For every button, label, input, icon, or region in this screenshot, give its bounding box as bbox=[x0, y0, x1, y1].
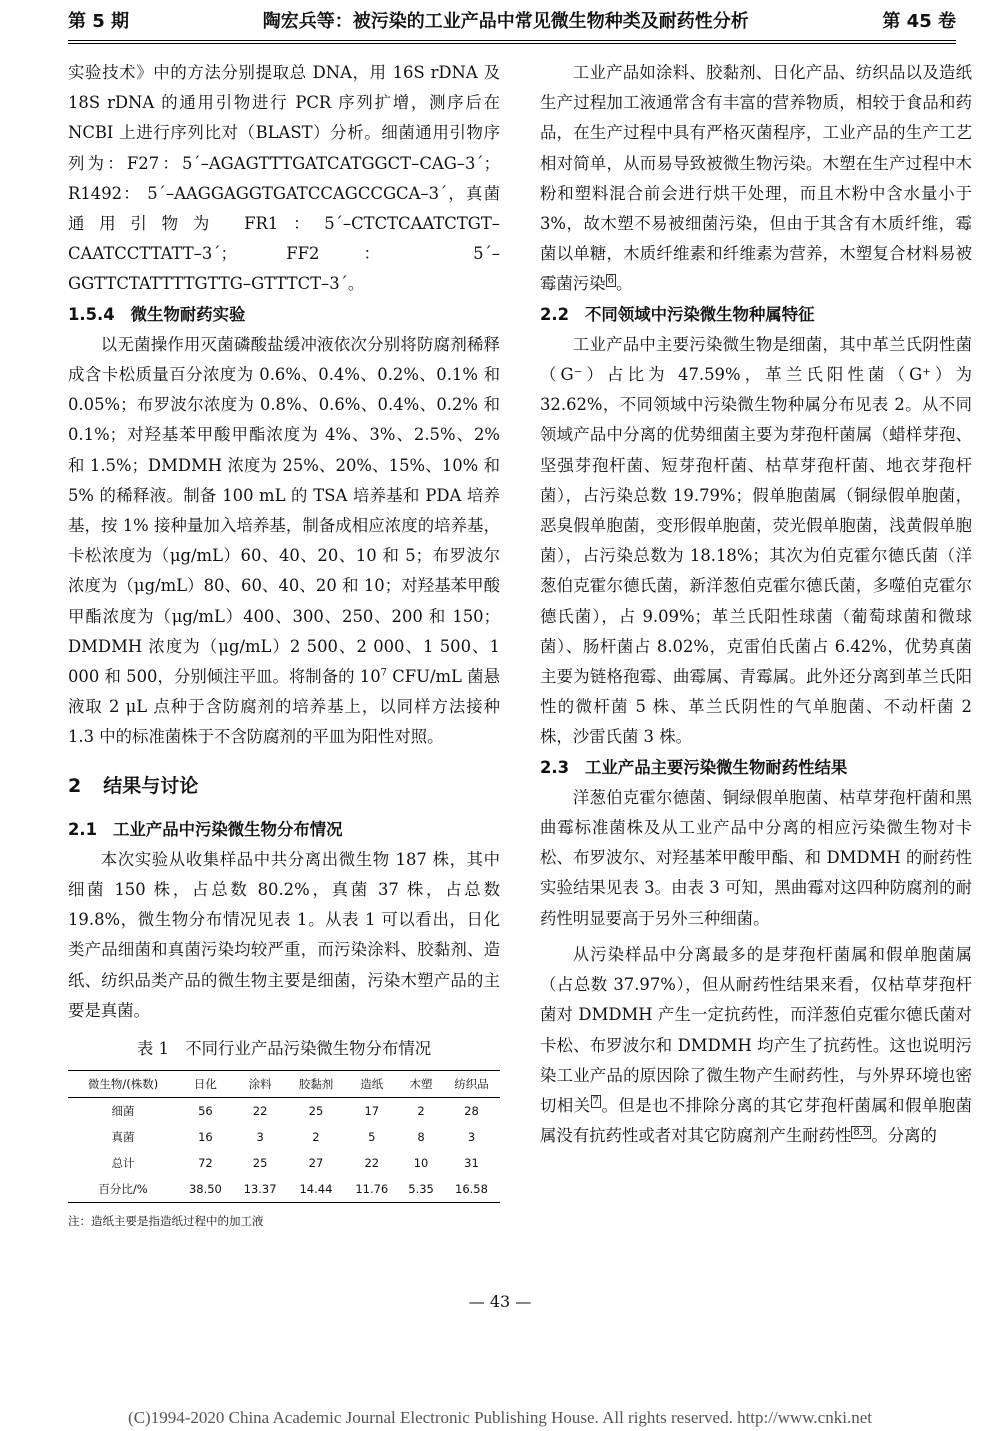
header-rule bbox=[68, 40, 956, 41]
table-cell: 22 bbox=[252, 1104, 268, 1119]
table-cell: 56 bbox=[198, 1104, 213, 1119]
running-header bbox=[68, 4, 956, 36]
section-number: 1.5.4 bbox=[68, 304, 115, 324]
citation-ref: 8,9 bbox=[853, 1126, 870, 1138]
table-cell: 17 bbox=[364, 1104, 380, 1119]
table-cell: 28 bbox=[464, 1104, 479, 1119]
table-header-row bbox=[68, 1071, 500, 1098]
text-run: 。但是也不排除分离的其它芽孢杆菌属和假单胞菌属没有抗药性或者对其它防腐剂产生耐药性 bbox=[540, 1095, 973, 1146]
table-cell: 总计 bbox=[111, 1156, 135, 1171]
section-title: 结果与讨论 bbox=[103, 774, 199, 797]
table-cell: 细菌 bbox=[111, 1104, 135, 1119]
paragraph-industrial-products bbox=[540, 58, 972, 300]
page-number: — 43 — bbox=[468, 1292, 532, 1311]
section-title: 微生物耐药实验 bbox=[130, 304, 246, 324]
section-heading-2-2 bbox=[540, 300, 972, 330]
table-caption: 表 1 不同行业产品污染微生物分布情况 bbox=[136, 1039, 432, 1059]
paragraph-distribution: 本次实验从收集样品中共分离出微生物 187 株，其中细菌 150 株，占总数 80.2%，真菌 37 株，占总数 19.8%，微生物分布情况见表 1。从表 1 可以看出，日化类产品细菌和真菌污染均较严重，而污染涂料、胶黏剂、造纸、纺织品类产品的微生物主要是细菌，污染木塑产品的主要是真菌。 bbox=[68, 849, 500, 1020]
left-column bbox=[68, 58, 500, 1231]
paragraph-resistance-method bbox=[68, 330, 500, 753]
text-run: 。分离的 bbox=[871, 1126, 937, 1146]
section-title: 工业产品中污染微生物分布情况 bbox=[113, 819, 343, 839]
column-header: 微生物/(株数) bbox=[68, 1071, 178, 1098]
issue-label: 第 5 期 bbox=[68, 11, 130, 32]
paragraph-resistance-results: 洋葱伯克霍尔德菌、铜绿假单胞菌、枯草芽孢杆菌和黑曲霉标准菌株及从工业产品中分离的相应污染微生物对卡松、布罗波尔、对羟基苯甲酸甲酯、和 DMDMH 的耐药性实验结果见表 3。由表 3 可知，黑曲霉对这四种防腐剂的耐药性明显要高于另外三种细菌。 bbox=[540, 787, 972, 928]
table-cell: 真菌 bbox=[111, 1130, 135, 1145]
table-cell: 38.50 bbox=[178, 1176, 233, 1203]
section-heading-2-3 bbox=[540, 753, 972, 783]
table-note: 注：造纸主要是指造纸过程中的加工液 bbox=[68, 1214, 264, 1229]
table-cell: 22 bbox=[364, 1156, 380, 1171]
text-run: 以无菌操作用灭菌磷酸盐缓冲液依次分别将防腐剂稀释成含卡松质量百分浓度为 0.6%、0.4%、0.2%、0.1% 和 0.05%；布罗波尔浓度为 0.8%、0.6%、0.4%、0.2% 和 0.1%；对羟基苯甲酸甲酯浓度为 4%、3%、2.5%、2% 和 1.5%；DMDMH 浓度为 25%、20%、15%、10% 和 5% 的稀释液。制备 100 mL 的 TSA 培养基和 PDA 培养基，按 1% 接种量加入培养基，制备成相应浓度的培养基，卡松浓度为（μg/mL）60、40、20、10 和 5；布罗波尔浓度为（μg/mL）80、60、40、20 和 10；对羟基苯甲酸甲酯浓度为（μg/mL）400、300、250、200 和 150；DMDMH 浓度为（μg/mL）2 500、2 000、1 500、1 000 和 500，分别倾注平皿。将制备的 10 bbox=[68, 334, 500, 687]
table-cell: 11.76 bbox=[344, 1176, 399, 1203]
header-rule-thin bbox=[68, 43, 956, 44]
section-title: 不同领域中污染微生物种属特征 bbox=[585, 304, 815, 324]
copyright-notice: (C)1994-2020 China Academic Journal Electronic Publishing House. All rights reserved. http://www.cnki.net bbox=[128, 1408, 872, 1427]
table-cell: 27 bbox=[308, 1156, 324, 1171]
column-header: 纺织品 bbox=[443, 1071, 500, 1098]
paragraph-primers: 实验技术》中的方法分别提取总 DNA，用 16S rDNA 及 18S rDNA 的通用引物进行 PCR 序列扩增，测序后在 NCBI 上进行序列比对（BLAST）分析。细菌通用引物序列为：F27：5´–AGAGTTTGATCATGGCT–CAG–3´； R1492： 5´–AAGGAGGTGATCCAGCCGCA–3´，真菌通用引物为 FR1：5´–CTCTCAATCTGT–CAATCCTTATT–3´； FF2： 5´–GGTTCTATTTTGTTG–GTTTCT–3´。 bbox=[68, 63, 500, 294]
superscript: 7 bbox=[380, 667, 388, 679]
column-header: 日化 bbox=[178, 1071, 233, 1098]
section-number: 2.3 bbox=[540, 757, 570, 777]
section-title: 工业产品主要污染微生物耐药性结果 bbox=[585, 757, 848, 777]
table-cell: 10 bbox=[413, 1156, 429, 1171]
table-cell: 16.58 bbox=[443, 1176, 500, 1203]
paragraph-discussion bbox=[540, 940, 972, 1151]
table-cell: 31 bbox=[464, 1156, 479, 1171]
table-cell: 5 bbox=[368, 1130, 376, 1145]
volume-label: 第 45 卷 bbox=[882, 11, 956, 32]
right-column bbox=[540, 58, 972, 1151]
text-run: CFU/mL 菌悬液取 2 μL 点种于含防腐剂的培养基上，以同样方法接种 1.3 中的标准菌株于不含防腐剂的平皿为阳性对照。 bbox=[68, 667, 500, 747]
section-heading-2-1 bbox=[68, 815, 500, 845]
section-heading-1-5-4 bbox=[68, 300, 500, 330]
table-row bbox=[68, 1124, 500, 1150]
distribution-table bbox=[68, 1070, 500, 1203]
section-number: 2 bbox=[68, 774, 82, 797]
table-cell: 3 bbox=[256, 1130, 264, 1145]
table-row bbox=[68, 1098, 500, 1125]
table-row bbox=[68, 1176, 500, 1203]
table-cell: 16 bbox=[198, 1130, 213, 1145]
table-cell: 2 bbox=[417, 1104, 425, 1119]
table-cell: 百分比/% bbox=[68, 1176, 178, 1203]
column-header: 木塑 bbox=[399, 1071, 443, 1098]
column-header: 造纸 bbox=[344, 1071, 399, 1098]
text-run: 从污染样品中分离最多的是芽孢杆菌属和假单胞菌属（占总数 37.97%），但从耐药性结果来看，仅枯草芽孢杆菌对 DMDMH 产生一定抗药性，而洋葱伯克霍尔德氏菌对卡松、布罗波尔和 DMDMH 均产生了抗药性。这也说明污染工业产品的原因除了微生物产生耐药性，与外界环境也密切相关 bbox=[540, 944, 972, 1115]
table-cell: 8 bbox=[417, 1130, 425, 1145]
paragraph-species: 工业产品中主要污染微生物是细菌，其中革兰氏阴性菌（G⁻）占比为 47.59%，革兰氏阳性菌（G⁺）为 32.62%，不同领域中污染微生物种属分布见表 2。从不同领域产品中分离的优势细菌主要为芽孢杆菌属（蜡样芽孢、坚强芽孢杆菌、短芽孢杆菌、枯草芽孢杆菌、地衣芽孢杆菌），占污染总数 19.79%；假单胞菌属（铜绿假单胞菌，恶臭假单胞菌，变形假单胞菌，荧光假单胞菌，浅黄假单胞菌），占污染总数为 18.18%；其次为伯克霍尔德氏菌（洋葱伯克霍尔德氏菌，新洋葱伯克霍尔德氏菌，多噬伯克霍尔德氏菌），占 9.09%；革兰氏阳性球菌（葡萄球菌和微球菌）、肠杆菌占 8.02%，克雷伯氏菌占 6.42%，优势真菌主要为链格孢霉、曲霉属、青霉属。此外还分离到革兰氏阳性的微杆菌 5 株、革兰氏阴性的气单胞菌、不动杆菌 2 株，沙雷氏菌 3 株。 bbox=[540, 334, 972, 747]
running-title: 陶宏兵等：被污染的工业产品中常见微生物种类及耐药性分析 bbox=[262, 11, 749, 32]
citation-ref: 7 bbox=[592, 1096, 599, 1108]
section-heading-2 bbox=[68, 771, 500, 801]
text-run: 。 bbox=[615, 274, 633, 294]
table-cell: 72 bbox=[198, 1156, 213, 1171]
citation-ref: 6 bbox=[607, 274, 614, 286]
text-run: 工业产品如涂料、胶黏剂、日化产品、纺织品以及造纸生产过程加工液通常含有丰富的营养物质，相较于食品和药品，在生产过程中具有严格灭菌程序，工业产品的生产工艺相对简单，从而易导致被微生物污染。木塑在生产过程中木粉和塑料混合前会进行烘干处理，而且木粉中含水量小于 3%，故木塑不易被细菌污染，但由于其含有木质纤维，霉菌以单糖，木质纤维素和纤维素为营养，木塑复合材料易被霉菌污染 bbox=[540, 63, 972, 294]
column-header: 涂料 bbox=[233, 1071, 288, 1098]
table-cell: 25 bbox=[308, 1104, 324, 1119]
table-cell: 13.37 bbox=[233, 1176, 288, 1203]
table-cell: 25 bbox=[252, 1156, 268, 1171]
section-number: 2.2 bbox=[540, 304, 570, 324]
table-cell: 3 bbox=[467, 1130, 476, 1145]
table-cell: 14.44 bbox=[287, 1176, 344, 1203]
section-number: 2.1 bbox=[68, 819, 98, 839]
table-cell: 5.35 bbox=[399, 1176, 443, 1203]
column-header: 胶黏剂 bbox=[287, 1071, 344, 1098]
table-cell: 2 bbox=[312, 1130, 320, 1145]
table-row bbox=[68, 1150, 500, 1176]
